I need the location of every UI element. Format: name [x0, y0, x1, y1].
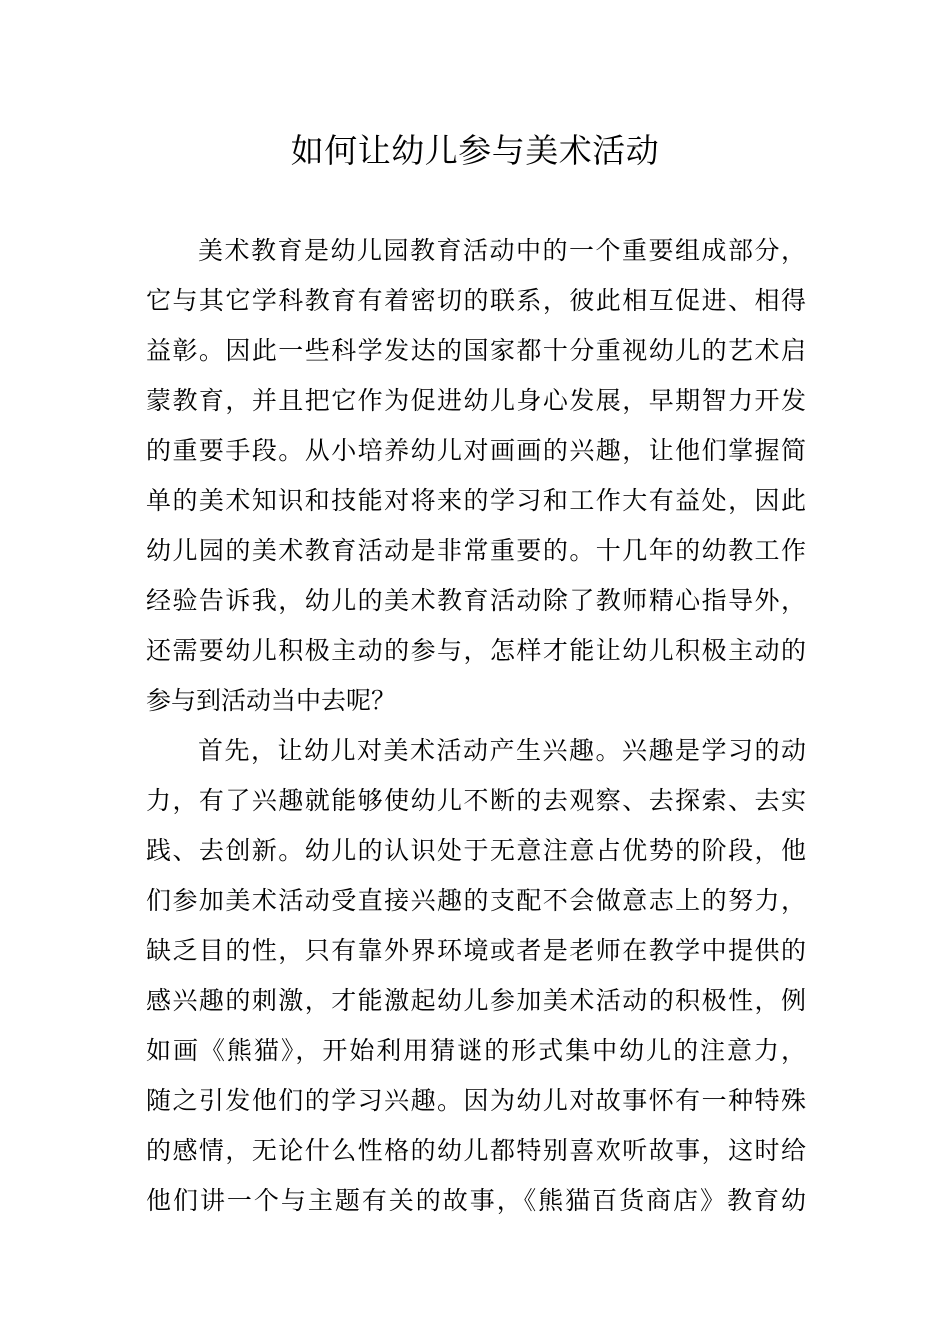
paragraph-2-line: 如画《熊猫》，开始利用猜谜的形式集中幼儿的注意力，: [146, 1036, 806, 1065]
paragraph-1-line: 美术教育是幼儿园教育活动中的一个重要组成部分，: [198, 236, 806, 265]
paragraph-1-line: 单的美术知识和技能对将来的学习和工作大有益处，因此: [146, 486, 806, 515]
paragraph-2-line: 随之引发他们的学习兴趣。因为幼儿对故事怀有一种特殊: [146, 1086, 806, 1115]
paragraph-2-line: 他们讲一个与主题有关的故事，《熊猫百货商店》教育幼: [146, 1186, 806, 1215]
paragraph-1-line: 经验告诉我，幼儿的美术教育活动除了教师精心指导外，: [146, 586, 806, 615]
paragraph-2-line: 们参加美术活动受直接兴趣的支配不会做意志上的努力，: [146, 886, 806, 915]
document-title: 如何让幼儿参与美术活动: [290, 131, 660, 170]
paragraph-2-line: 的感情，无论什么性格的幼儿都特别喜欢听故事，这时给: [146, 1136, 806, 1165]
paragraph-2-line: 践、去创新。幼儿的认识处于无意注意占优势的阶段，他: [146, 836, 806, 865]
paragraph-1-line: 的重要手段。从小培养幼儿对画画的兴趣，让他们掌握简: [146, 436, 806, 465]
paragraph-1-line: 参与到活动当中去呢？: [146, 686, 397, 715]
paragraph-1-line: 幼儿园的美术教育活动是非常重要的。十几年的幼教工作: [146, 536, 806, 565]
document-body: [146, 226, 806, 1226]
paragraph-2-line: 力，有了兴趣就能够使幼儿不断的去观察、去探索、去实: [146, 786, 806, 815]
paragraph-2-line: 首先，让幼儿对美术活动产生兴趣。兴趣是学习的动: [198, 736, 806, 765]
paragraph-1-line: 还需要幼儿积极主动的参与，怎样才能让幼儿积极主动的: [146, 636, 806, 665]
paragraph-1-line: 益彰。因此一些科学发达的国家都十分重视幼儿的艺术启: [146, 336, 806, 365]
paragraph-2-line: 感兴趣的刺激，才能激起幼儿参加美术活动的积极性，例: [146, 986, 806, 1015]
paragraph-1-line: 它与其它学科教育有着密切的联系，彼此相互促进、相得: [146, 286, 806, 315]
paragraph-1-line: 蒙教育，并且把它作为促进幼儿身心发展，早期智力开发: [146, 386, 806, 415]
paragraph-2-line: 缺乏目的性，只有靠外界环境或者是老师在教学中提供的: [146, 936, 806, 965]
